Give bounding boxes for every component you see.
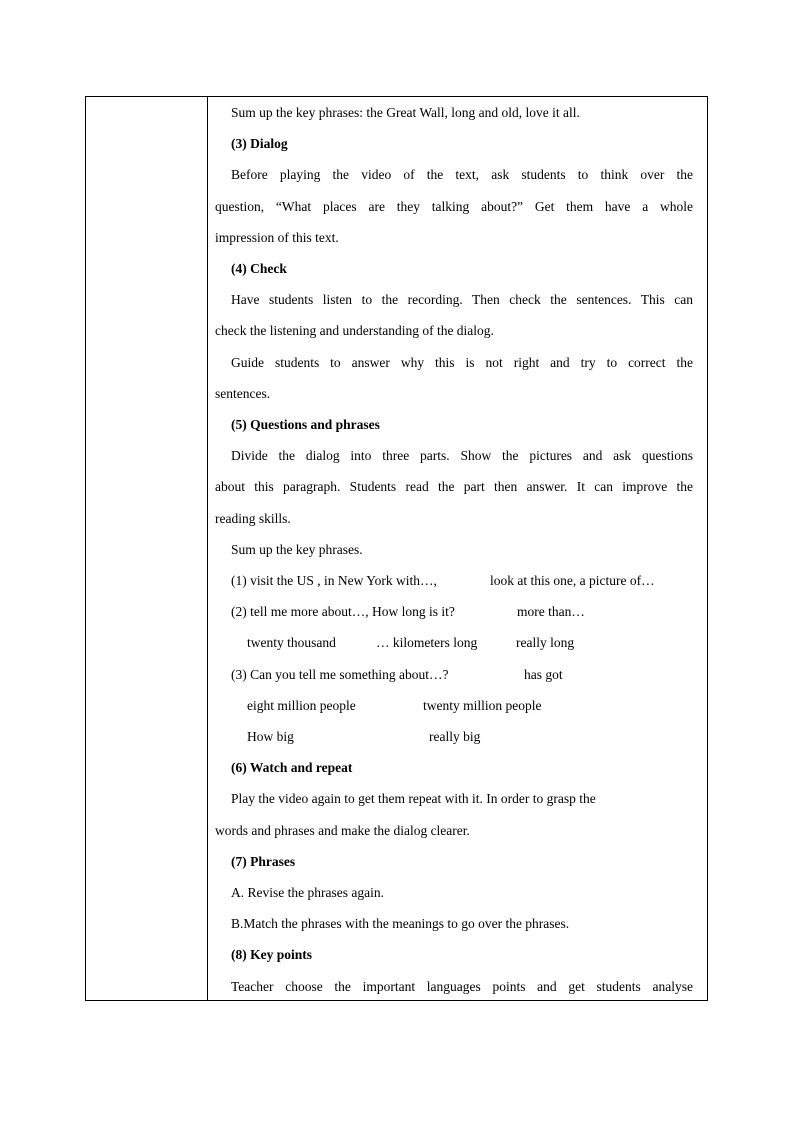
phrase-item: How big — [247, 729, 294, 744]
paragraph-line: Teacher choose the important languages points and get students analyse — [231, 979, 693, 994]
paragraph-line: question, “What places are they talking about?” Get them have a whole — [215, 199, 693, 214]
key-phrases-summary: Sum up the key phrases: the Great Wall, long and old, love it all. — [231, 105, 580, 120]
paragraph-line: Sum up the key phrases. — [231, 542, 363, 557]
paragraph-line: reading skills. — [215, 511, 291, 526]
phrase-item: look at this one, a picture of… — [490, 573, 655, 588]
heading-watch-repeat: (6) Watch and repeat — [231, 760, 353, 775]
left-column-cell — [86, 97, 208, 1000]
paragraph-line: Before playing the video of the text, ask students to think over the — [231, 167, 693, 182]
phrase-item: (2) tell me more about…, How long is it? — [231, 604, 455, 619]
paragraph-line: Play the video again to get them repeat with it. In order to grasp the — [231, 791, 596, 806]
lesson-plan-table — [85, 96, 708, 1001]
phrase-item: twenty thousand — [247, 635, 336, 650]
phrase-item: twenty million people — [423, 698, 542, 713]
paragraph-line: sentences. — [215, 386, 271, 401]
paragraph-line: impression of this text. — [215, 230, 339, 245]
heading-check: (4) Check — [231, 261, 287, 276]
phrase-item: (1) visit the US , in New York with…, — [231, 573, 437, 588]
paragraph-line: words and phrases and make the dialog clearer. — [215, 823, 470, 838]
paragraph-line: A. Revise the phrases again. — [231, 885, 384, 900]
phrase-item: (3) Can you tell me something about…? — [231, 667, 449, 682]
phrase-item: really long — [516, 635, 575, 650]
phrase-item: … kilometers long — [376, 635, 478, 650]
paragraph-line: Guide students to answer why this is not right and try to correct the — [231, 355, 693, 370]
heading-phrases: (7) Phrases — [231, 854, 296, 869]
paragraph-line: B.Match the phrases with the meanings to go over the phrases. — [231, 916, 570, 931]
paragraph-line: Divide the dialog into three parts. Show the pictures and ask questions — [231, 448, 693, 463]
right-column-cell — [208, 97, 707, 1000]
paragraph-line: check the listening and understanding of the dialog. — [215, 323, 494, 338]
phrase-item: has got — [524, 667, 563, 682]
paragraph-line: about this paragraph. Students read the part then answer. It can improve the — [215, 479, 693, 494]
phrase-item: really big — [429, 729, 481, 744]
phrase-item: more than… — [517, 604, 585, 619]
paragraph-line: Have students listen to the recording. Then check the sentences. This can — [231, 292, 693, 307]
heading-questions-phrases: (5) Questions and phrases — [231, 417, 380, 432]
heading-key-points: (8) Key points — [231, 947, 312, 962]
phrase-item: eight million people — [247, 698, 356, 713]
heading-dialog: (3) Dialog — [231, 136, 288, 151]
